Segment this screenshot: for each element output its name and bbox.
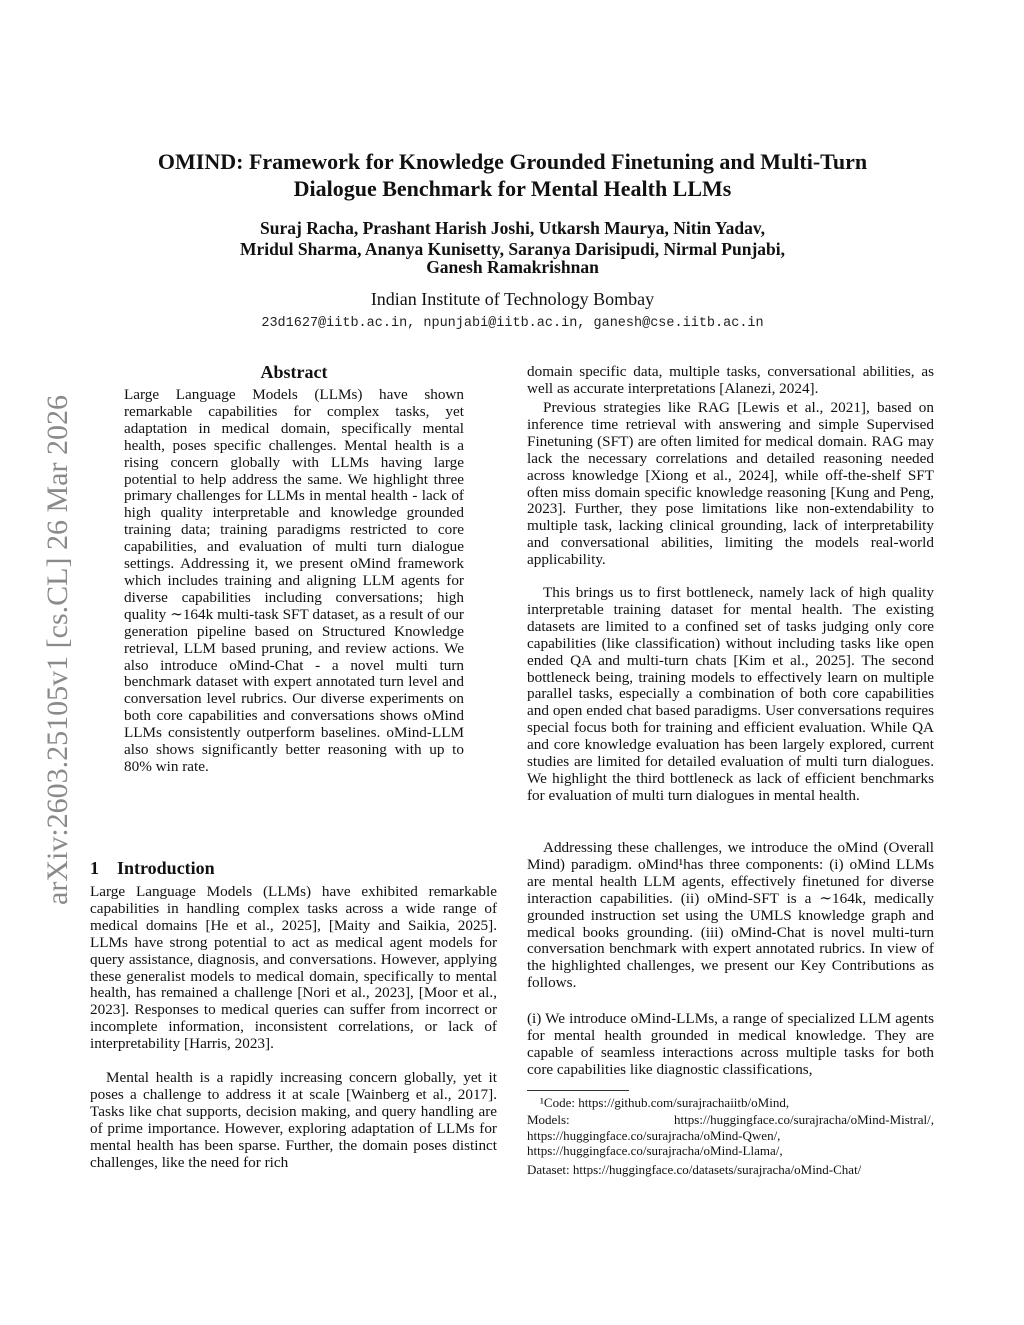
- footnote-rule: [527, 1090, 629, 1091]
- institution: Indian Institute of Technology Bombay: [370, 289, 655, 309]
- author-emails: 23d1627@iitb.ac.in, npunjabi@iitb.ac.in, ganesh@cse.iitb.ac.in: [261, 316, 764, 331]
- right-paragraph-0: domain specific data, multiple tasks, conversational abilities, as well as accurate interpretations [Alanezi, 2024].: [527, 363, 934, 397]
- title-line-2: Dialogue Benchmark for Mental Health LLMs: [293, 176, 732, 201]
- introduction-paragraph-2: Mental health is a rapidly increasing concern globally, yet it poses a challenge to address it at scale [Wainberg et al., 2017]. Tasks like chat supports, decision making, and query handling are of prime importance. However, exploring adaptation of LLMs for mental health has been sparse. Further, the domain poses distinct challenges, like the need for rich: [90, 1069, 497, 1171]
- right-paragraph-4: (i) We introduce oMind-LLMs, a range of specialized LLM agents for mental health grounded in medical knowledge. They are capable of seamless interactions across multiple tasks for both core capabilities like diagnostic classifications,: [527, 1010, 934, 1078]
- introduction-heading: 1 Introduction: [90, 858, 215, 878]
- footnote-models: Models: https://huggingface.co/surajracha/oMind-Mistral/, https://huggingface.co/surajracha/oMind-Qwen/, https://huggingface.co/surajracha/oMind-Llama/,: [527, 1112, 934, 1159]
- authors-line-3: Ganesh Ramakrishnan: [426, 257, 599, 277]
- introduction-paragraph-1: Large Language Models (LLMs) have exhibited remarkable capabilities in handling complex tasks across a wide range of medical domains [He et al., 2025], [Maity and Saikia, 2025]. LLMs have strong potential to act as medical agent models for query assistance, diagnosis, and conversations. However, applying these generalist models to medical domain, specifically to mental health, has remained a challenge [Nori et al., 2023], [Moor et al., 2023]. Responses to medical queries can suffer from incorrect or incomplete information, inconsistent correlations, or lack of interpretability [Harris, 2023].: [90, 883, 497, 1053]
- right-paragraph-1: Previous strategies like RAG [Lewis et al., 2021], based on inference time retrieval with answering and simple Supervised Finetuning (SFT) are often limited for medical domain. RAG may lack the necessary correlations and detailed reasoning needed across knowledge [Xiong et al., 2024], while off-the-shelf SFT often miss domain specific knowledge reasoning [Kung and Peng, 2023]. Further, they pose limitations like non-extendability to multiple task, lacking clinical grounding, lack of interpretability and conversational abilities, limiting the models real-world applicability.: [527, 399, 934, 569]
- right-paragraph-3: Addressing these challenges, we introduce the oMind (Overall Mind) paradigm. oMind¹has three components: (i) oMind LLMs are mental health LLM agents, effectively finetuned for diverse interaction capabilities. (ii) oMind-SFT is a ∼164k, medically grounded instruction set using the UMLS knowledge graph and medical books grounding. (iii) oMind-Chat is novel multi-turn conversation benchmark with expert annotated rubrics. In view of the highlighted challenges, we present our Key Contributions as follows.: [527, 839, 934, 992]
- authors-line-2: Mridul Sharma, Ananya Kunisetty, Saranya Darisipudi, Nirmal Punjabi,: [239, 239, 786, 259]
- abstract-heading: Abstract: [260, 362, 328, 382]
- footnote-dataset: Dataset: https://huggingface.co/datasets/surajracha/oMind-Chat/: [527, 1162, 862, 1177]
- arxiv-side-identifier: arXiv:2603.25105v1 [cs.CL] 26 Mar 2026: [41, 395, 74, 905]
- abstract-body: Large Language Models (LLMs) have shown remarkable capabilities for complex tasks, yet adaptation in medical domain, specifically mental health, poses specific challenges. Mental health is a rising concern globally with LLMs having large potential to help address the same. We highlight three primary challenges for LLMs in mental health - lack of high quality interpretable and knowledge grounded training data; training paradigms restricted to core capabilities, and evaluation of multi turn dialogue settings. Addressing it, we present oMind framework which includes training and aligning LLM agents for diverse capabilities including conversations; high quality ∼164k multi-task SFT dataset, as a result of our generation pipeline based on Structured Knowledge retrieval, LLM based pruning, and review actions. We also introduce oMind-Chat - a novel multi turn benchmark dataset with expert annotated turn level and conversation level rubrics. Our diverse experiments on both core capabilities and conversations shows oMind LLMs consistently outperform baselines. oMind-LLM also shows significantly better reasoning with up to 80% win rate.: [124, 386, 464, 775]
- title-line-1: OMIND: Framework for Knowledge Grounded Finetuning and Multi-Turn: [157, 149, 868, 174]
- right-paragraph-2: This brings us to first bottleneck, namely lack of high quality interpretable training dataset for mental health. The existing datasets are limited to a confined set of tasks judging only core capabilities (like classification) without including tasks like open ended QA and multi-turn chats [Kim et al., 2025]. The second bottleneck being, training models to effectively learn on multiple parallel tasks, especially a combination of both core capabilities and open ended chat based paradigms. User conversations requires special focus both for training and efficient evaluation. While QA and core knowledge evaluation has been largely explored, current studies are limited for detailed evaluation of multi turn dialogues. We highlight the third bottleneck as lack of efficient benchmarks for evaluation of multi turn dialogues in mental health.: [527, 584, 934, 804]
- authors-line-1: Suraj Racha, Prashant Harish Joshi, Utkarsh Maurya, Nitin Yadav,: [260, 218, 765, 238]
- author-list: [90, 218, 935, 278]
- footnote-code: ¹Code: https://github.com/surajrachaiitb/oMind,: [540, 1095, 790, 1110]
- paper-title: [90, 148, 935, 202]
